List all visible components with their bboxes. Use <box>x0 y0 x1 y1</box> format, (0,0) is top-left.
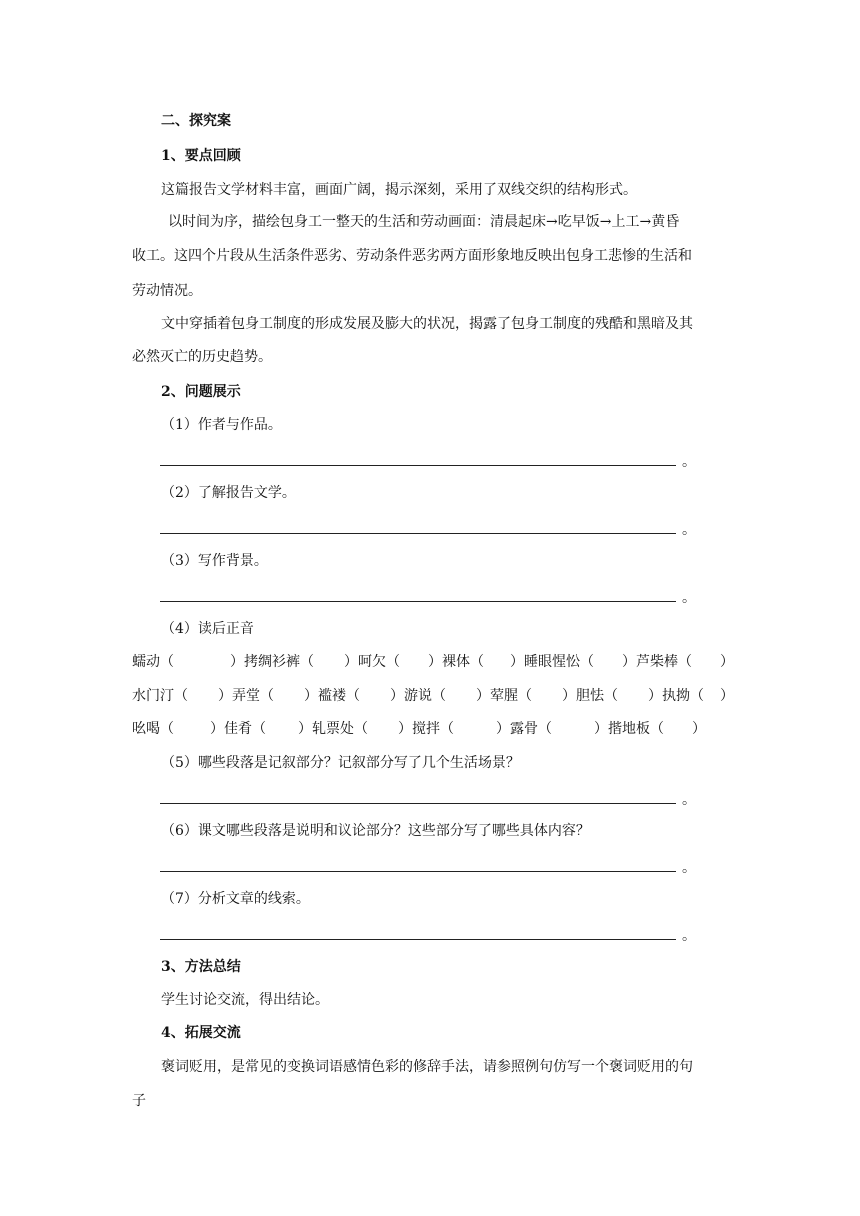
answer-end-mark-1: 。 <box>682 454 696 470</box>
pinyin-item: ）游说（ <box>390 688 446 704</box>
pinyin-item: ）芦柴棒（ <box>622 654 692 670</box>
pinyin-item: 水门汀（ <box>132 688 188 704</box>
method-text: 学生讨论交流，得出结论。 <box>161 992 329 1008</box>
pinyin-item: ）佳肴（ <box>210 721 266 737</box>
method-heading: 3、方法总结 <box>161 959 241 975</box>
pinyin-item: ）执拗（ <box>648 688 704 704</box>
review-paragraph-3-line-1: 文中穿插着包身工制度的形成发展及膨大的状况，揭露了包身工制度的残酷和黑暗及其 <box>161 316 693 332</box>
pinyin-item: 蠕动（ <box>132 654 174 670</box>
review-paragraph-3-line-2: 必然灭亡的历史趋势。 <box>132 349 272 365</box>
pinyin-item: 吆喝（ <box>132 721 174 737</box>
answer-line-5[interactable] <box>160 803 676 804</box>
pinyin-item: ）揩地板（ <box>594 721 664 737</box>
pinyin-item: ）弄堂（ <box>218 688 274 704</box>
pinyin-item: ）荤腥（ <box>476 688 532 704</box>
answer-end-mark-6: 。 <box>682 860 696 876</box>
answer-line-6[interactable] <box>160 871 676 872</box>
pinyin-item: ）搅拌（ <box>398 721 454 737</box>
answer-end-mark-3: 。 <box>682 590 696 606</box>
extend-text-line-2: 子 <box>132 1093 146 1109</box>
question-3: （3）写作背景。 <box>161 553 268 569</box>
pinyin-row-3 <box>0 719 860 739</box>
section-title: 二、探究案 <box>161 113 231 129</box>
answer-line-1[interactable] <box>160 465 676 466</box>
question-7: （7）分析文章的线索。 <box>161 891 310 907</box>
pinyin-row-2 <box>0 686 860 706</box>
question-4: （4）读后正音 <box>161 621 254 637</box>
question-6: （6）课文哪些段落是说明和议论部分？这些部分写了哪些具体内容？ <box>161 823 590 839</box>
pinyin-item: ）裸体（ <box>428 654 484 670</box>
pinyin-item: ） <box>692 721 706 737</box>
answer-line-2[interactable] <box>160 533 676 534</box>
question-5: （5）哪些段落是记叙部分？记叙部分写了几个生活场景？ <box>161 755 520 771</box>
pinyin-item: ）拷绸衫裤（ <box>230 654 314 670</box>
review-heading: 1、要点回顾 <box>161 148 241 164</box>
answer-line-3[interactable] <box>160 601 676 602</box>
review-paragraph-2-line-3: 劳动情况。 <box>132 283 202 299</box>
review-paragraph-2-line-1: 以时间为序，描绘包身工一整天的生活和劳动画面：清晨起床→吃早饭→上工→黄昏 <box>168 214 680 230</box>
review-paragraph-2-line-2: 收工。这四个片段从生活条件恶劣、劳动条件恶劣两方面形象地反映出包身工悲惨的生活和 <box>132 248 692 264</box>
extend-heading: 4、拓展交流 <box>161 1025 241 1041</box>
answer-line-7[interactable] <box>160 939 676 940</box>
pinyin-item: ）褴褛（ <box>304 688 360 704</box>
pinyin-item: ）轧票处（ <box>298 721 368 737</box>
pinyin-item: ）睡眼惺忪（ <box>510 654 594 670</box>
questions-heading: 2、问题展示 <box>161 384 241 400</box>
question-1: （1）作者与作品。 <box>161 417 282 433</box>
question-2: （2）了解报告文学。 <box>161 485 296 501</box>
pinyin-item: ） <box>720 654 734 670</box>
pinyin-item: ）呵欠（ <box>344 654 400 670</box>
pinyin-item: ） <box>720 688 734 704</box>
extend-text-line-1: 褒词贬用，是常见的变换词语感情色彩的修辞手法，请参照例句仿写一个褒词贬用的句 <box>161 1059 693 1075</box>
answer-end-mark-7: 。 <box>682 928 696 944</box>
pinyin-item: ）露骨（ <box>496 721 552 737</box>
pinyin-item: ）胆怯（ <box>562 688 618 704</box>
answer-end-mark-2: 。 <box>682 522 696 538</box>
pinyin-row-1 <box>0 652 860 672</box>
answer-end-mark-5: 。 <box>682 792 696 808</box>
review-paragraph-1: 这篇报告文学材料丰富，画面广阔，揭示深刻，采用了双线交织的结构形式。 <box>161 182 637 198</box>
